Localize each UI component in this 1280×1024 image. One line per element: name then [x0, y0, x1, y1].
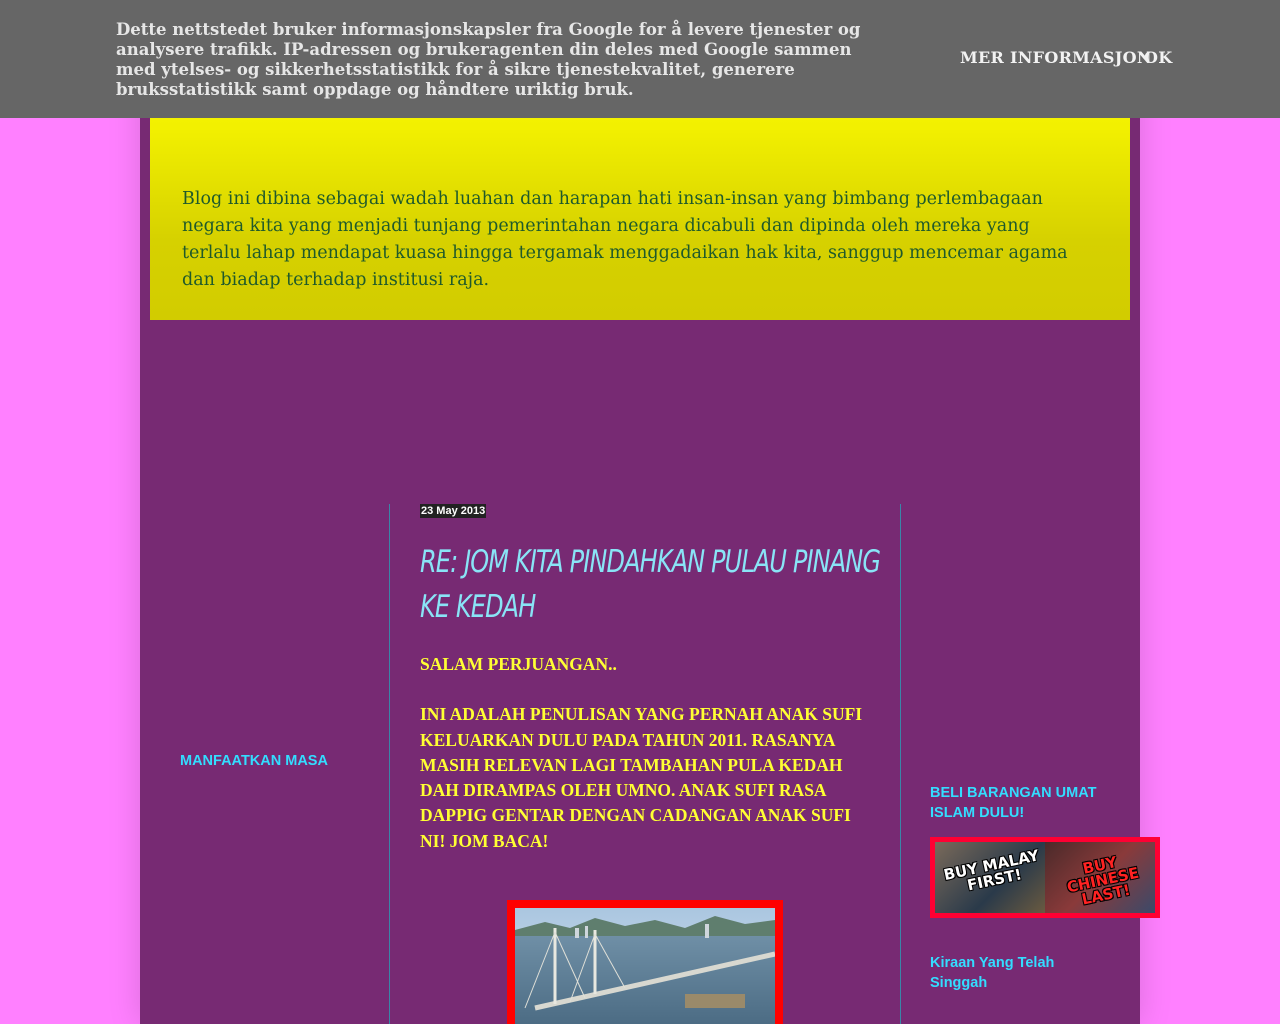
right-column-divider [900, 504, 901, 1024]
bridge-photo-drawing [515, 908, 775, 1024]
blog-description: Blog ini dibina sebagai wadah luahan dan harapan hati insan-insan yang bimbang perlembagaan negara kita yang menjadi tunjang pemerintahan negara dicabuli dan dipinda oleh mereka yang terlalu lahap mendapat kuasa hingga tergamak menggadaikan hak kita, sanggup mencemar agama dan biadap terhadap institusi raja. [182, 189, 1068, 290]
ok-button[interactable]: OK [1144, 48, 1173, 67]
post-body [420, 652, 880, 879]
cookie-notice-text: Dette nettstedet bruker informasjonskapsler fra Google for å levere tjenester og analysere trafikk. IP-adressen og brukeragenten din deles med Google sammen med ytelses- og sikkerhetsstatistikk for å sikre tjenestekvalitet, generere bruksstatistikk samt oppdage og håndtere uriktig bruk. [116, 20, 861, 99]
banner-right-label: BUY CHINESE LAST! [1065, 852, 1141, 909]
post-date: 23 May 2013 [421, 505, 486, 517]
right-widget-title-shop: BELI BARANGAN UMAT ISLAM DULU! [930, 785, 1097, 821]
post-image[interactable] [507, 900, 783, 1024]
banner-left-label: BUY MALAY FIRST! [942, 846, 1041, 895]
more-info-button[interactable]: MER INFORMASJON [960, 48, 1152, 67]
post-paragraph-2: INI ADALAH PENULISAN YANG PERNAH ANAK SUFI KELUARKAN DULU PADA TAHUN 2011. RASANYA MASIH RELEVAN LAGI TAMBAHAN PULA KEDAH DAH DIRAMPAS OLEH UMNO. ANAK SUFI RASA DAPPIG GENTAR DENGAN CADANGAN ANAK SUFI NI! JOM BACA! [420, 704, 863, 851]
left-widget-title: MANFAATKAN MASA [180, 753, 328, 769]
bridge-photo-icon [515, 908, 775, 1024]
cookie-notice-bar [0, 0, 1280, 118]
post-title-link[interactable]: RE: JOM KITA PINDAHKAN PULAU PINANG KE KEDAH [420, 544, 881, 625]
right-widget-title-visitor-count: Kiraan Yang Telah Singgah [930, 955, 1055, 991]
buy-malay-first-banner[interactable] [930, 837, 1160, 918]
banner-inner [935, 842, 1155, 913]
left-column-divider [389, 504, 390, 1024]
post-paragraph-1: SALAM PERJUANGAN.. [420, 654, 617, 674]
